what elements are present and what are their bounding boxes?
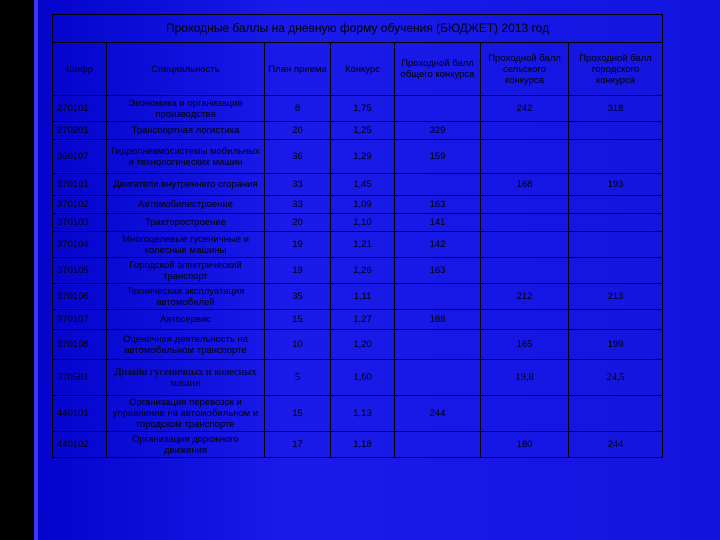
row-urban-score: 213 (569, 284, 663, 310)
row-plan: 15 (265, 396, 331, 432)
header-general-score: Проходной балл общего конкурса (395, 43, 481, 96)
row-general-score (395, 432, 481, 458)
row-plan: 10 (265, 330, 331, 360)
row-code: 440101 (53, 396, 107, 432)
row-urban-score (569, 310, 663, 330)
row-general-score: 188 (395, 310, 481, 330)
row-code: 440102 (53, 432, 107, 458)
table-row (53, 96, 663, 122)
row-konkurs: 1,60 (331, 360, 395, 396)
row-specialty: Многоцелевые гусеничные и колесные машины (107, 232, 265, 258)
row-plan: 5 (265, 360, 331, 396)
header-plan: План приема (265, 43, 331, 96)
row-konkurs: 1,13 (331, 396, 395, 432)
row-specialty: Техническая эксплуатация автомобилей (107, 284, 265, 310)
row-code: 370104 (53, 232, 107, 258)
header-rural-score: Проходной балл сельского конкурса (481, 43, 569, 96)
row-urban-score: 193 (569, 174, 663, 196)
row-plan: 15 (265, 310, 331, 330)
row-rural-score: 168 (481, 174, 569, 196)
row-code: 270101 (53, 96, 107, 122)
row-konkurs: 1,29 (331, 140, 395, 174)
row-specialty: Тракторостроение (107, 214, 265, 232)
row-urban-score: 318 (569, 96, 663, 122)
row-rural-score (481, 258, 569, 284)
table-row (53, 122, 663, 140)
row-specialty: Транспортная логистика (107, 122, 265, 140)
table-row (53, 232, 663, 258)
row-konkurs: 1,27 (331, 310, 395, 330)
row-general-score (395, 174, 481, 196)
row-rural-score: 180 (481, 432, 569, 458)
table-row (53, 330, 663, 360)
row-rural-score: 212 (481, 284, 569, 310)
table-row (53, 396, 663, 432)
row-rural-score (481, 232, 569, 258)
row-code: 360107 (53, 140, 107, 174)
left-bar (0, 0, 34, 540)
row-general-score (395, 96, 481, 122)
row-rural-score: 165 (481, 330, 569, 360)
row-urban-score (569, 122, 663, 140)
header-code: Шифр (53, 43, 107, 96)
row-code: 270201 (53, 122, 107, 140)
row-plan: 19 (265, 258, 331, 284)
row-konkurs: 1,45 (331, 174, 395, 196)
row-general-score: 329 (395, 122, 481, 140)
row-konkurs: 1,25 (331, 122, 395, 140)
row-specialty: Автосервис (107, 310, 265, 330)
row-specialty: Дизайн гусеничных и колесных машин (107, 360, 265, 396)
row-general-score: 142 (395, 232, 481, 258)
row-general-score: 244 (395, 396, 481, 432)
row-konkurs: 1,75 (331, 96, 395, 122)
row-plan: 20 (265, 122, 331, 140)
row-code: 370108 (53, 330, 107, 360)
row-code: 370107 (53, 310, 107, 330)
row-urban-score: 24,5 (569, 360, 663, 396)
row-general-score (395, 284, 481, 310)
row-urban-score (569, 232, 663, 258)
scores-table (52, 14, 663, 458)
row-specialty: Автомобилестроение (107, 196, 265, 214)
row-konkurs: 1,11 (331, 284, 395, 310)
row-code: 370102 (53, 196, 107, 214)
row-urban-score (569, 214, 663, 232)
row-code: 370106 (53, 284, 107, 310)
row-specialty: Организация дорожного движения (107, 432, 265, 458)
row-konkurs: 1,21 (331, 232, 395, 258)
row-konkurs: 1,20 (331, 330, 395, 360)
row-konkurs: 1,09 (331, 196, 395, 214)
table-body (53, 96, 663, 458)
row-general-score (395, 360, 481, 396)
row-rural-score (481, 396, 569, 432)
row-general-score: 159 (395, 140, 481, 174)
table-row (53, 258, 663, 284)
row-urban-score (569, 258, 663, 284)
row-plan: 19 (265, 232, 331, 258)
table-row (53, 284, 663, 310)
row-plan: 36 (265, 140, 331, 174)
table-title: Проходные баллы на дневную форму обучения (БЮДЖЕТ) 2013 год (53, 15, 663, 43)
row-urban-score: 244 (569, 432, 663, 458)
row-rural-score: 19,8 (481, 360, 569, 396)
row-plan: 33 (265, 196, 331, 214)
row-code: 370103 (53, 214, 107, 232)
row-general-score: 163 (395, 196, 481, 214)
row-code: 370501 (53, 360, 107, 396)
row-plan: 33 (265, 174, 331, 196)
table-row (53, 140, 663, 174)
table-row (53, 196, 663, 214)
row-specialty: Оценочная деятельность на автомобильном транспорте (107, 330, 265, 360)
table-row (53, 214, 663, 232)
header-urban-score: Проходной балл городского конкурса (569, 43, 663, 96)
row-rural-score: 242 (481, 96, 569, 122)
row-general-score (395, 330, 481, 360)
row-urban-score (569, 396, 663, 432)
row-rural-score (481, 196, 569, 214)
table-row (53, 174, 663, 196)
row-code: 370101 (53, 174, 107, 196)
row-konkurs: 1,10 (331, 214, 395, 232)
row-specialty: Гидропневмосистемы мобильных и технологических машин (107, 140, 265, 174)
row-specialty: Городской электрический транспорт (107, 258, 265, 284)
left-accent-line (34, 0, 38, 540)
header-row (53, 43, 663, 96)
header-konkurs: Конкурс (331, 43, 395, 96)
row-rural-score (481, 122, 569, 140)
row-rural-score (481, 310, 569, 330)
row-urban-score (569, 140, 663, 174)
table-row (53, 360, 663, 396)
row-plan: 8 (265, 96, 331, 122)
row-plan: 20 (265, 214, 331, 232)
row-specialty: Организация перевозок и управление на автомобильном и городском транспорте (107, 396, 265, 432)
row-general-score: 163 (395, 258, 481, 284)
scores-table-container (52, 14, 662, 534)
header-specialty: Специальность (107, 43, 265, 96)
row-general-score: 141 (395, 214, 481, 232)
row-code: 370105 (53, 258, 107, 284)
row-konkurs: 1,18 (331, 432, 395, 458)
row-specialty: Двигатели внутреннего сгорания (107, 174, 265, 196)
row-plan: 17 (265, 432, 331, 458)
table-row (53, 432, 663, 458)
table-row (53, 310, 663, 330)
row-urban-score: 199 (569, 330, 663, 360)
row-rural-score (481, 140, 569, 174)
row-urban-score (569, 196, 663, 214)
row-specialty: Экономика и организация производства (107, 96, 265, 122)
row-konkurs: 1,26 (331, 258, 395, 284)
row-plan: 35 (265, 284, 331, 310)
row-rural-score (481, 214, 569, 232)
